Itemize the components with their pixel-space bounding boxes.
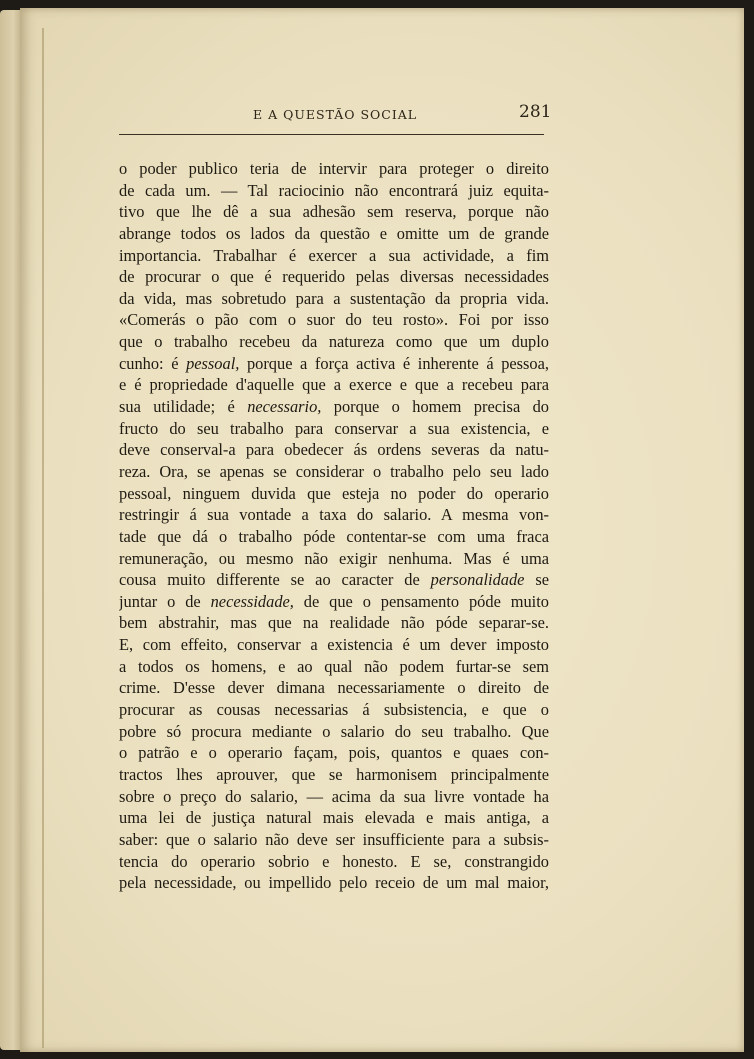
text-line: tractos lhes aprouver, que se harmonisem principalmente	[119, 764, 549, 784]
text-line: E, com effeito, conservar a existencia é um dever imposto	[119, 635, 549, 655]
text-line: importancia. Trabalhar é exercer a sua actividade, a fim	[119, 245, 549, 265]
text-line: cousa muito differente se ao caracter de personalidade se	[119, 570, 549, 590]
text-line: de cada um. — Tal raciocinio não encontrará juiz equita-	[119, 180, 549, 200]
header-rule	[119, 134, 544, 135]
text-line: pela necessidade, ou impellido pelo receio de um mal maior,	[119, 873, 549, 893]
text-line: «Comerás o pão com o suor do teu rosto». Foi por isso	[119, 310, 549, 330]
text-line: sobre o preço do salario, — acima da sua livre vontade ha	[119, 786, 549, 806]
text-line: o poder publico teria de intervir para proteger o direito	[119, 159, 549, 178]
text-line: saber: que o salario não deve ser insufficiente para a subsis-	[119, 829, 549, 849]
text-line: tivo que lhe dê a sua adhesão sem reserva, porque não	[119, 202, 549, 222]
text-line: de procurar o que é requerido pelas diversas necessidades	[119, 267, 549, 287]
text-line: uma lei de justiça natural mais elevada e mais antiga, a	[119, 808, 549, 828]
text-line: remuneração, ou mesmo não exigir nenhuma. Mas é uma	[119, 548, 549, 568]
text-line: fructo do seu trabalho para conservar a sua existencia, e	[119, 418, 549, 438]
text-line: procurar as cousas necessarias á subsistencia, e que o	[119, 700, 549, 720]
text-line: sua utilidade; é necessario, porque o homem precisa do	[119, 397, 549, 417]
text-line: abrange todos os lados da questão e omitte um de grande	[119, 223, 549, 243]
text-line: tencia do operario sobrio e honesto. E se, constrangido	[119, 851, 549, 871]
gutter-fold	[42, 28, 44, 1048]
text-line: deve conserval-a para obedecer ás ordens severas da natu-	[119, 440, 549, 460]
text-line: da vida, mas sobretudo para a sustentação da propria vida.	[119, 288, 549, 308]
running-title: E A QUESTÃO SOCIAL	[253, 107, 418, 122]
text-line: crime. D'esse dever dimana necessariamente o direito de	[119, 678, 549, 698]
body-text	[119, 158, 549, 894]
page-number: 281	[519, 102, 552, 122]
text-line: cunho: é pessoal, porque a força activa é inherente á pessoa,	[119, 353, 549, 373]
text-line: restringir á sua vontade a taxa do salario. A mesma von-	[119, 505, 549, 525]
text-line: e é propriedade d'aquelle que a exerce e que a recebeu para	[119, 375, 549, 395]
text-line: que o trabalho recebeu da natureza como que um duplo	[119, 332, 549, 352]
text-line: a todos os homens, e ao qual não podem furtar-se sem	[119, 656, 549, 676]
text-line: reza. Ora, se apenas se considerar o trabalho pelo seu lado	[119, 461, 549, 481]
text-line: pessoal, ninguem duvida que esteja no poder do operario	[119, 483, 549, 503]
text-line: bem abstrahir, mas que na realidade não póde separar-se.	[119, 613, 549, 633]
text-line: juntar o de necessidade, de que o pensamento póde muito	[119, 591, 549, 611]
text-line: o patrão e o operario façam, pois, quantos e quaes con-	[119, 743, 549, 763]
text-line: tade que dá o trabalho póde contentar-se com uma fraca	[119, 526, 549, 546]
text-line: pobre só procura mediante o salario do seu trabalho. Que	[119, 721, 549, 741]
